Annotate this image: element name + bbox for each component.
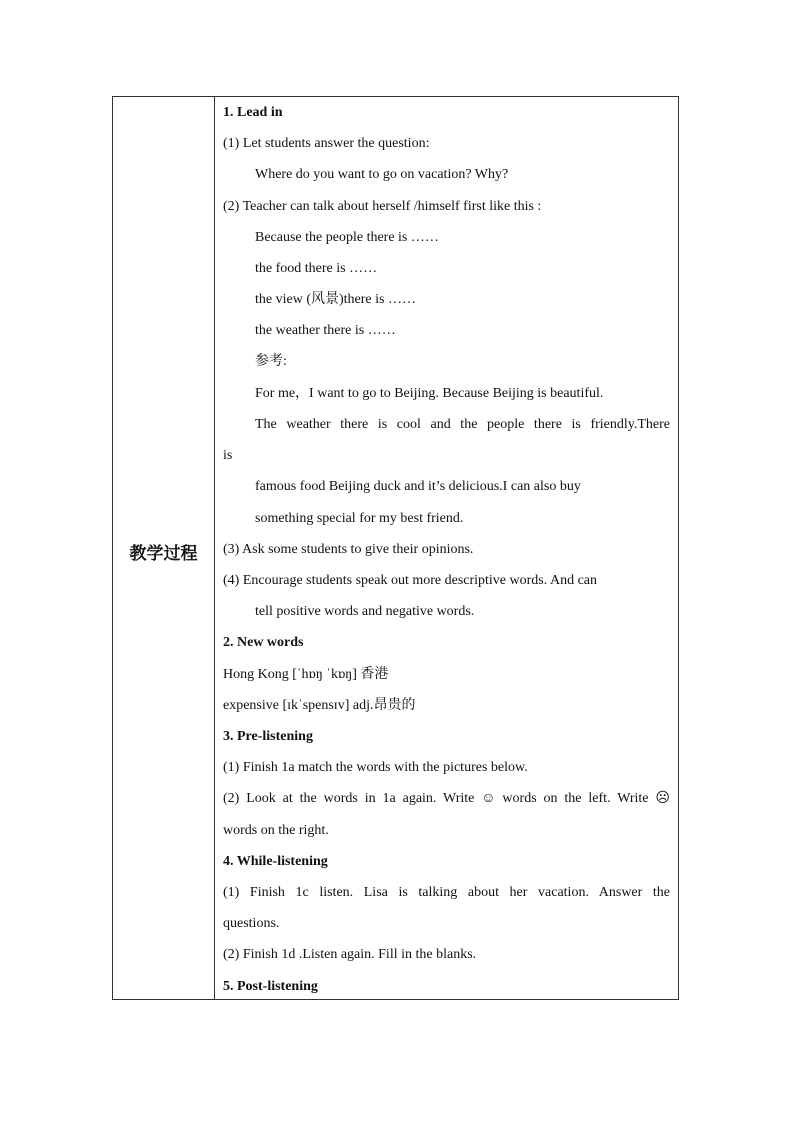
- text-line: the food there is ……: [255, 261, 378, 276]
- text-line: (2) Teacher can talk about herself /himself first like this :: [223, 199, 542, 214]
- section-title: 教学过程: [129, 544, 198, 564]
- text-line: (1) Finish 1a match the words with the pictures below.: [223, 760, 528, 775]
- text-line: (3) Ask some students to give their opinions.: [223, 542, 474, 557]
- text-line: (1) Finish 1c listen. Lisa is talking about her vacation. Answer the: [223, 885, 670, 900]
- text-line: tell positive words and negative words.: [255, 604, 475, 619]
- text-line: For me，I want to go to Beijing. Because Beijing is beautiful.: [255, 386, 604, 401]
- text-line: the view (风景)there is ……: [255, 292, 416, 307]
- text-line: is: [223, 448, 233, 463]
- text-line: words on the right.: [223, 823, 329, 838]
- text-line: Hong Kong [ˈhɒŋ ˈkɒŋ] 香港: [223, 667, 389, 682]
- text-line: (2) Finish 1d .Listen again. Fill in the blanks.: [223, 947, 477, 962]
- text-line: questions.: [223, 916, 280, 931]
- text-line: the weather there is ……: [255, 323, 396, 338]
- text-line: The weather there is cool and the people there is friendly.There: [255, 417, 670, 432]
- heading-pre-listening: 3. Pre-listening: [223, 729, 313, 744]
- text-line: Where do you want to go on vacation? Why?: [255, 167, 509, 182]
- text-line: famous food Beijing duck and it’s delicious.I can also buy: [255, 479, 581, 494]
- text-line: something special for my best friend.: [255, 511, 464, 526]
- heading-new-words: 2. New words: [223, 635, 304, 650]
- text-line: (2) Look at the words in 1a again. Write ☺ words on the left. Write ☹: [223, 791, 670, 806]
- lesson-table: [112, 96, 679, 1000]
- text-line: expensive [ɪkˈspensɪv] adj.昂贵的: [223, 698, 416, 713]
- heading-while-listening: 4. While-listening: [223, 854, 328, 869]
- heading-lead-in: 1. Lead in: [223, 105, 283, 120]
- section-label-cell: [113, 97, 215, 999]
- text-line: Because the people there is ……: [255, 230, 439, 245]
- heading-post-listening: 5. Post-listening: [223, 979, 318, 994]
- text-line: (1) Let students answer the question:: [223, 136, 430, 151]
- text-line: (4) Encourage students speak out more descriptive words. And can: [223, 573, 598, 588]
- content-cell: [215, 97, 678, 999]
- text-line: 参考:: [255, 354, 287, 369]
